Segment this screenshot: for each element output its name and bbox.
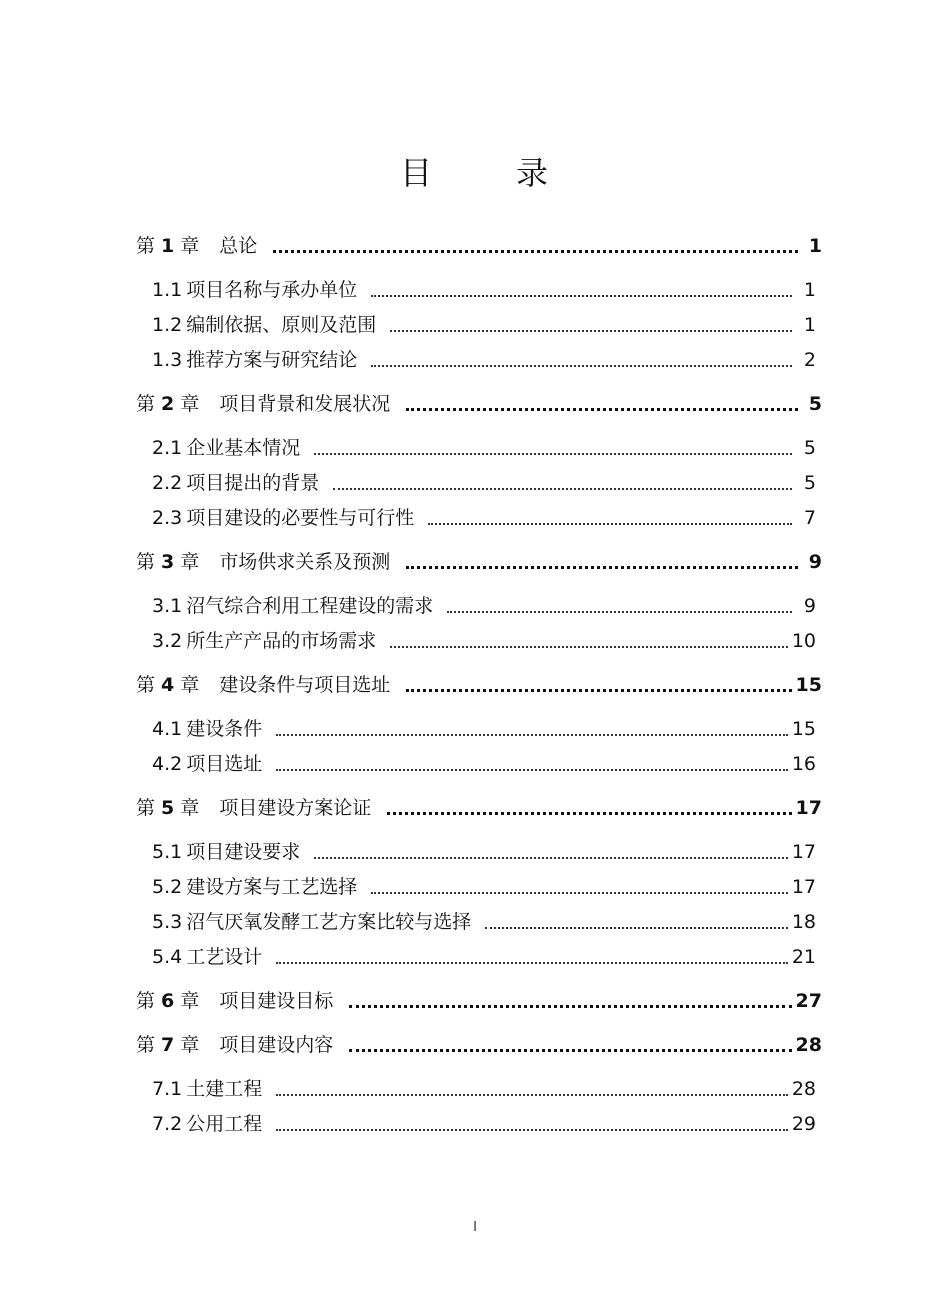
toc-section-entry[interactable] [152,274,816,302]
section-title: 项目建设的必要性与可行性 [186,507,415,529]
dot-leader [406,689,791,692]
dot-leader [371,295,792,297]
page-number-ref: 16 [791,753,816,775]
toc-chapter-entry[interactable] [136,669,822,697]
chapter-number: 1 [161,235,175,257]
toc-section-entry[interactable] [152,748,816,776]
chapter-title: 建设条件与项目选址 [219,674,391,696]
dot-leader [333,488,792,490]
dot-leader [371,365,792,367]
page-number-ref: 17 [795,797,822,819]
chapter-suffix: 章 [180,235,200,257]
chapter-suffix: 章 [180,551,200,573]
toc-section-entry[interactable] [152,467,816,495]
dot-leader [371,892,788,894]
toc-section-entry[interactable] [152,309,816,337]
section-number: 1.2 [152,314,183,336]
chapter-prefix: 第 [136,990,156,1012]
page-number-ref: 1 [803,279,816,301]
section-title: 编制依据、原则及范围 [186,314,377,336]
chapter-prefix: 第 [136,551,156,573]
page-number-ref: 9 [803,595,816,617]
toc-chapter-entry[interactable] [136,1029,822,1057]
section-number: 4.1 [152,718,183,740]
toc-section-entry[interactable] [152,941,816,969]
toc-section-entry[interactable] [152,1108,816,1136]
page-number-ref: 21 [791,946,816,968]
dot-leader [273,250,798,253]
page-number-ref: 27 [795,990,822,1012]
page-number-ref: 9 [808,551,822,573]
toc-chapter-entry[interactable] [136,388,822,416]
page-number-ref: 10 [791,630,816,652]
section-title: 项目选址 [186,753,263,775]
section-number: 7.1 [152,1078,183,1100]
page-number-ref: 15 [791,718,816,740]
toc-section-entry[interactable] [152,590,816,618]
chapter-suffix: 章 [180,674,200,696]
page-number-ref: 29 [791,1113,816,1135]
section-number: 5.1 [152,841,183,863]
chapter-title: 市场供求关系及预测 [219,551,391,573]
toc-section-entry[interactable] [152,625,816,653]
page-number-ref: 2 [803,349,816,371]
section-title: 土建工程 [186,1078,263,1100]
dot-leader [406,408,798,411]
chapter-title: 项目背景和发展状况 [219,393,391,415]
page-number-ref: 7 [803,507,816,529]
section-title: 项目提出的背景 [186,472,320,494]
section-title: 建设条件 [186,718,263,740]
dot-leader [349,1005,791,1008]
chapter-prefix: 第 [136,1034,156,1056]
section-number: 3.1 [152,595,183,617]
page-number-ref: 17 [791,841,816,863]
chapter-number: 6 [161,990,175,1012]
dot-leader [349,1049,791,1052]
dot-leader [387,812,791,815]
section-title: 沼气综合利用工程建设的需求 [186,595,434,617]
chapter-title: 项目建设方案论证 [219,797,372,819]
section-title: 推荐方案与研究结论 [186,349,358,371]
chapter-number: 5 [161,797,175,819]
chapter-number: 7 [161,1034,175,1056]
page-number-ref: 17 [791,876,816,898]
toc-section-entry[interactable] [152,871,816,899]
dot-leader [276,1094,788,1096]
dot-leader [276,1129,788,1131]
section-number: 2.3 [152,507,183,529]
section-number: 2.1 [152,437,183,459]
toc-chapter-entry[interactable] [136,985,822,1013]
toc-section-entry[interactable] [152,432,816,460]
section-title: 企业基本情况 [186,437,301,459]
dot-leader [406,566,798,569]
dot-leader [428,523,792,525]
chapter-prefix: 第 [136,393,156,415]
chapter-suffix: 章 [180,393,200,415]
dot-leader [390,646,788,648]
section-number: 2.2 [152,472,183,494]
dot-leader [314,857,788,859]
chapter-number: 3 [161,551,175,573]
section-number: 7.2 [152,1113,183,1135]
dot-leader [485,927,788,929]
chapter-number: 2 [161,393,175,415]
page-number-ref: 1 [803,314,816,336]
section-title: 项目名称与承办单位 [186,279,358,301]
toc-chapter-entry[interactable] [136,546,822,574]
chapter-suffix: 章 [180,990,200,1012]
section-number: 3.2 [152,630,183,652]
page-number-ref: 28 [791,1078,816,1100]
chapter-title: 总论 [219,235,258,257]
page-title [0,148,950,194]
section-number: 5.4 [152,946,183,968]
dot-leader [390,330,792,332]
section-number: 5.3 [152,911,183,933]
section-number: 1.1 [152,279,183,301]
page-number: I [473,1220,477,1235]
chapter-prefix: 第 [136,797,156,819]
page-number-ref: 5 [803,472,816,494]
section-title: 所生产产品的市场需求 [186,630,377,652]
toc-section-entry[interactable] [152,344,816,372]
section-number: 4.2 [152,753,183,775]
chapter-title: 项目建设目标 [219,990,334,1012]
section-title: 建设方案与工艺选择 [186,876,358,898]
section-number: 5.2 [152,876,183,898]
toc-chapter-entry[interactable] [136,230,822,258]
page-number-ref: 1 [808,235,822,257]
page-number-ref: 15 [795,674,822,696]
chapter-prefix: 第 [136,674,156,696]
toc-section-entry[interactable] [152,836,816,864]
toc-section-entry[interactable] [152,713,816,741]
chapter-suffix: 章 [180,1034,200,1056]
toc-chapter-entry[interactable] [136,792,822,820]
dot-leader [276,769,788,771]
page-number-ref: 5 [803,437,816,459]
page-number-ref: 5 [808,393,822,415]
section-title: 项目建设要求 [186,841,301,863]
dot-leader [276,734,788,736]
title-char-2: 录 [516,154,551,192]
chapter-suffix: 章 [180,797,200,819]
page-number-ref: 28 [795,1034,822,1056]
chapter-title: 项目建设内容 [219,1034,334,1056]
title-char-1: 目 [399,154,434,192]
toc-section-entry[interactable] [152,502,816,530]
toc-section-entry[interactable] [152,1073,816,1101]
toc-section-entry[interactable] [152,906,816,934]
chapter-prefix: 第 [136,235,156,257]
section-title: 工艺设计 [186,946,263,968]
section-number: 1.3 [152,349,183,371]
section-title: 沼气厌氧发酵工艺方案比较与选择 [186,911,472,933]
dot-leader [314,453,792,455]
dot-leader [447,611,792,613]
dot-leader [276,962,788,964]
section-title: 公用工程 [186,1113,263,1135]
chapter-number: 4 [161,674,175,696]
page-number-ref: 18 [791,911,816,933]
